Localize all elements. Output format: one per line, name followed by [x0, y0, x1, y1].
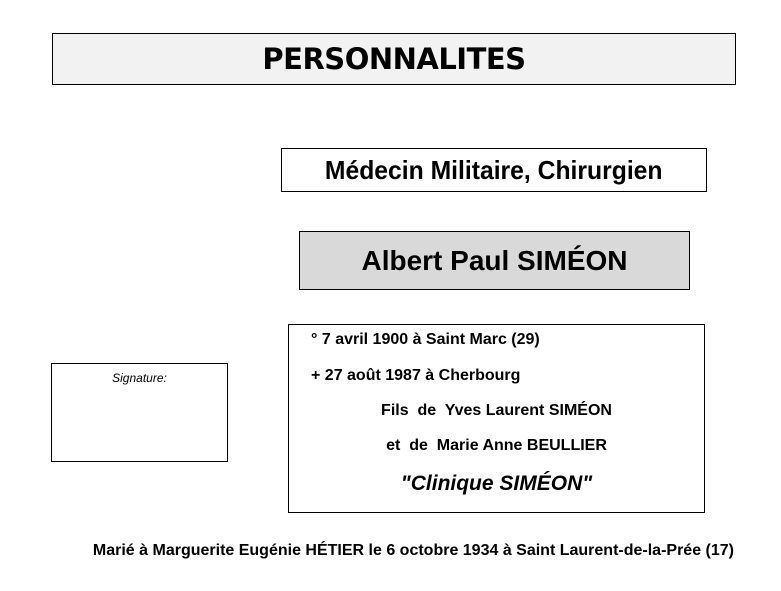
person-name: Albert Paul SIMÉON: [361, 244, 628, 276]
title-banner: [52, 33, 736, 85]
mother-line: et de Marie Anne BEULLIER: [386, 437, 607, 454]
signature-label: Signature:: [112, 371, 167, 385]
role-banner: [281, 148, 707, 192]
profession-title: Médecin Militaire, Chirurgien: [325, 154, 663, 185]
biography-box: [288, 324, 705, 513]
father-line: Fils de Yves Laurent SIMÉON: [381, 402, 612, 419]
marriage-line: Marié à Marguerite Eugénie HÉTIER le 6 octobre 1934 à Saint Laurent-de-la-Prée (17): [92, 542, 734, 559]
name-banner: [299, 231, 690, 290]
signature-box: [51, 363, 228, 462]
death-line: + 27 août 1987 à Cherbourg: [311, 367, 521, 384]
clinic-name: "Clinique SIMÉON": [400, 472, 593, 495]
birth-line: ° 7 avril 1900 à Saint Marc (29): [311, 331, 540, 348]
page-title: PERSONNALITES: [262, 42, 526, 76]
